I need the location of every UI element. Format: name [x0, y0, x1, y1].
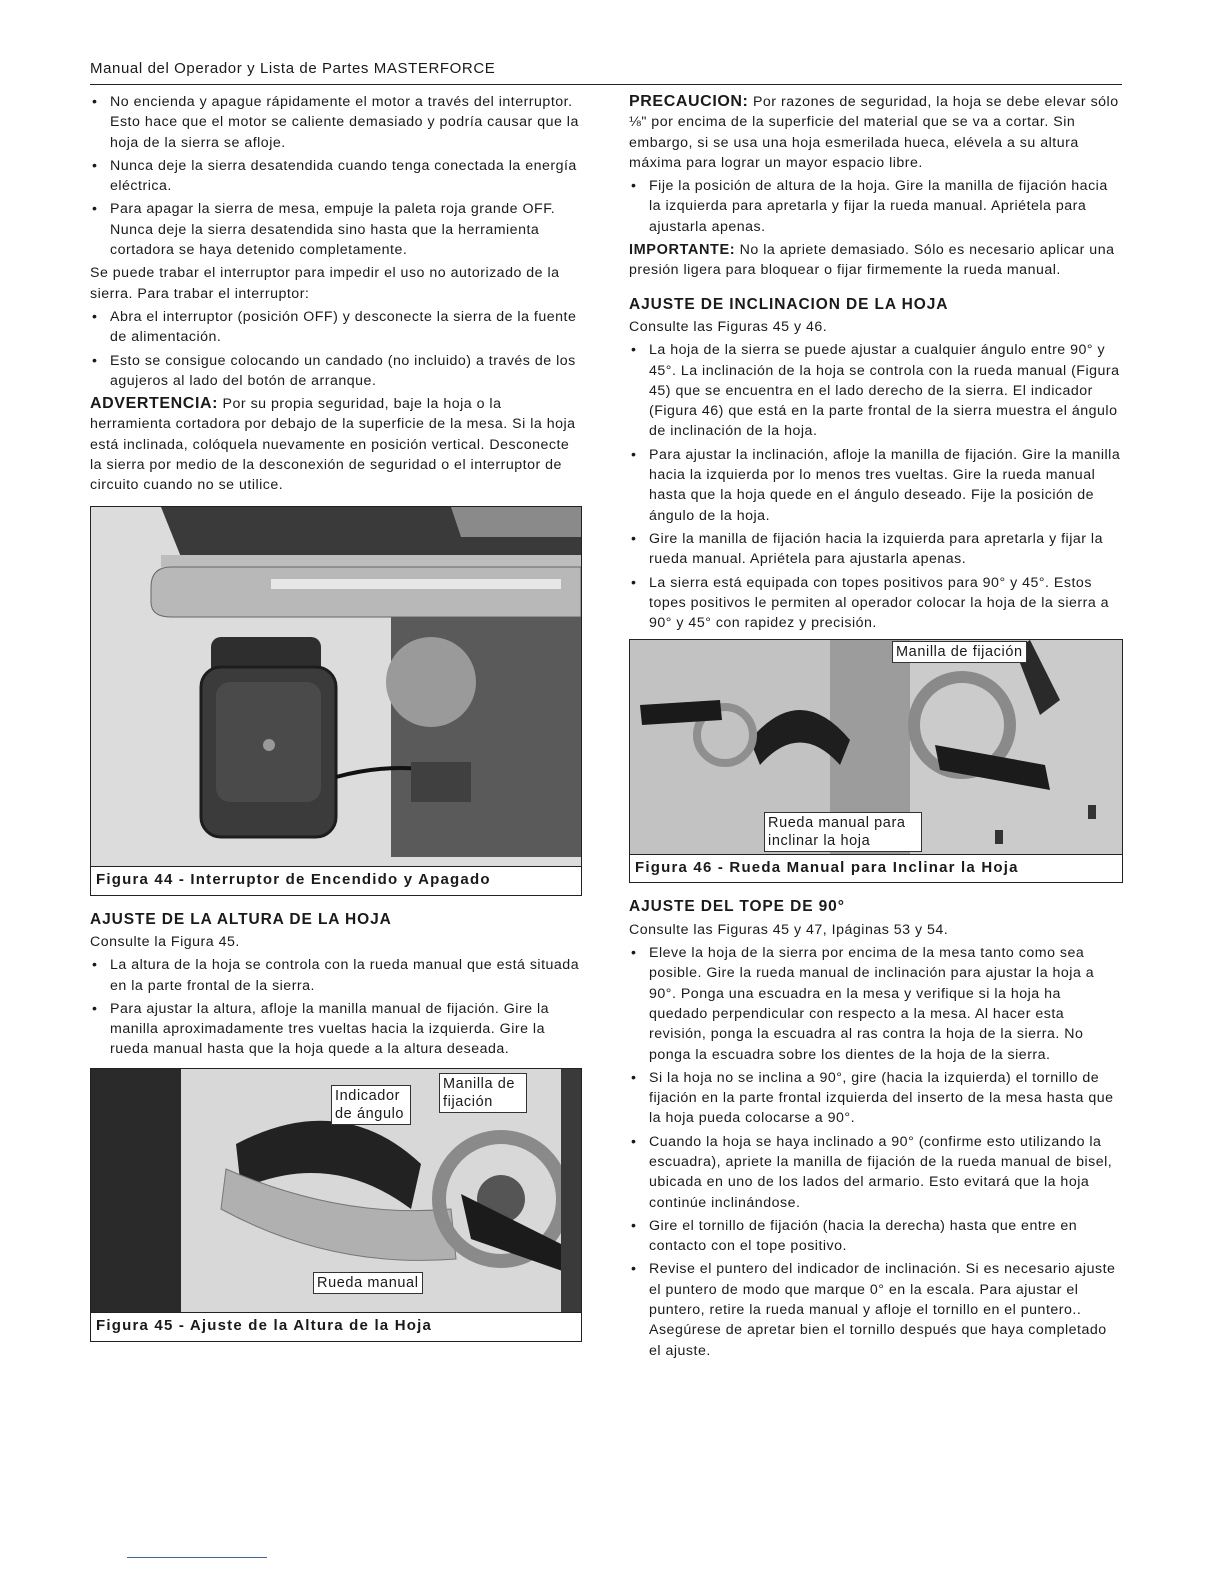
figure-44-caption: Figura 44 - Interruptor de Encendido y Apagado — [91, 866, 581, 894]
height-ref: Consulte la Figura 45. — [90, 933, 240, 950]
callout-handwheel: Rueda manual — [313, 1272, 423, 1294]
list-item: • Fije la posición de altura de la hoja. Gire la manilla de fijación hacia la izquierda para apretarla y fijar la rueda manual. Apriétela para ajustarla apenas. — [629, 176, 1123, 237]
caution-paragraph — [629, 92, 1123, 173]
figure-45 — [90, 1068, 582, 1342]
figure-44 — [90, 506, 582, 896]
figure-45-caption: Figura 45 - Ajuste de la Altura de la Hoja — [91, 1312, 581, 1340]
stop-bullets — [629, 943, 1123, 1361]
warning-label: ADVERTENCIA: — [90, 395, 219, 413]
important-paragraph — [629, 240, 1123, 281]
important-text: No la apriete demasiado. Sólo es necesario aplicar una presión ligera para bloquear o fijar firmemente la rueda manual. — [629, 242, 1115, 279]
page-header-title: Manual del Operador y Lista de Partes MASTERFORCE — [90, 60, 496, 77]
height-bullets — [90, 955, 582, 1059]
warning-text: Por su propia seguridad, baje la hoja o la herramienta cortadora por debajo de la superficie de la mesa. Si la hoja está inclinada, colóquela nuevamente en posición vertical. Desconecte la sierra por medio de la desconexión de seguridad o el interruptor de circuito cuando no se utilice. — [90, 396, 576, 494]
height-heading: AJUSTE DE LA ALTURA DE LA HOJA — [90, 910, 392, 928]
list-item: • La altura de la hoja se controla con la rueda manual que está situada en la parte frontal de la sierra. — [90, 955, 582, 996]
lock-height-bullets — [629, 176, 1123, 237]
list-item: • Gire la manilla de fijación hacia la izquierda para apretarla y fijar la rueda manual. Apriétela para ajustarla apenas. — [629, 529, 1123, 570]
caution-label: PRECAUCION: — [629, 93, 749, 110]
warning-paragraph — [90, 394, 582, 495]
figure-46 — [629, 639, 1123, 883]
list-item: • No encienda y apague rápidamente el motor a través del interruptor. Esto hace que el motor se caliente demasiado y podría causar que la hoja de la sierra se afloje. — [90, 92, 582, 153]
list-item: • Revise el puntero del indicador de inclinación. Si es necesario ajuste el puntero de modo que marque 0° en la escala. Para ajustar el puntero, retire la rueda manual y afloje el tornillo en el puntero.. Asegúrese de apretar bien el tornillo después que haya completado el ajuste. — [629, 1259, 1123, 1360]
stop-heading: AJUSTE DEL TOPE DE 90° — [629, 898, 845, 916]
list-item: • Esto se consigue colocando un candado (no incluido) a través de los agujeros al lado del botón de arranque. — [90, 351, 582, 392]
bevel-heading: AJUSTE DE INCLINACION DE LA HOJA — [629, 295, 949, 313]
callout-lock-handle: Manilla de fijación — [439, 1073, 527, 1113]
list-item: • Para ajustar la inclinación, afloje la manilla de fijación. Gire la manilla hacia la izquierda por lo menos tres vueltas. Gire la rueda manual hasta que la hoja quede en el ángulo deseado. Fije la posición de ángulo de la hoja. — [629, 445, 1123, 526]
left-column — [90, 92, 582, 1352]
caution-text: Por razones de seguridad, la hoja se debe elevar sólo ⅛" por encima de la superficie del material que se va a cortar. Sin embargo, si se usa una hoja esmerilada hueca, elévela a su altura máxima para lograr un mayor espacio libre. — [629, 94, 1119, 171]
list-item: • Para apagar la sierra de mesa, empuje la paleta roja grande OFF. Nunca deje la sierra desatendida sino hasta que la herramienta cortadora se haya detenido completamente. — [90, 199, 582, 260]
list-item: • La sierra está equipada con topes positivos para 90° y 45°. Estos topes positivos le permiten al operador colocar la hoja de la sierra a 90° y 45° con rapidez y precisión. — [629, 573, 1123, 634]
list-item: • Eleve la hoja de la sierra por encima de la mesa tanto como sea posible. Gire la rueda manual de inclinación para ajustar la hoja a 90°. Ponga una escuadra en la mesa y verifique si la hoja ha quedado perpendicular con respecto a la mesa. Al hacer esta revisión, ponga la escuadra al ras contra la hoja de la sierra. No ponga la escuadra sobre los dientes de la hoja de la sierra. — [629, 943, 1123, 1065]
important-label: IMPORTANTE: — [629, 242, 736, 259]
footer-rule — [127, 1557, 267, 1558]
list-item: • Gire el tornillo de fijación (hacia la derecha) hasta que entre en contacto con el tope positivo. — [629, 1216, 1123, 1257]
list-item: • Si la hoja no se inclina a 90°, gire (hacia la izquierda) el tornillo de fijación en la parte frontal izquierda del inserto de la mesa hasta que la hoja pueda colocarse a 90°. — [629, 1068, 1123, 1129]
list-item: • Cuando la hoja se haya inclinado a 90° (confirme esto utilizando la escuadra), apriete la manilla de fijación de la rueda manual de bisel, ubicada en uno de los lados del armario. Esto evitará que la hoja continúe inclinándose. — [629, 1132, 1123, 1213]
right-column — [629, 92, 1123, 1364]
list-item: • La hoja de la sierra se puede ajustar a cualquier ángulo entre 90° y 45°. La inclinación de la hoja se controla con la rueda manual (Figura 45) que se encuentra en el lado derecho de la sierra. El indicador (Figura 46) que está en la parte frontal de la sierra muestra el ángulo de inclinación de la hoja. — [629, 340, 1123, 441]
callout-lock-handle: Manilla de fijación — [892, 641, 1027, 663]
page-header — [90, 60, 1122, 85]
callout-bevel-handwheel: Rueda manual para inclinar la hoja — [764, 812, 922, 852]
switch-bullets — [90, 92, 582, 260]
bevel-ref: Consulte las Figuras 45 y 46. — [629, 318, 828, 335]
figure-46-caption: Figura 46 - Rueda Manual para Inclinar la Hoja — [630, 854, 1122, 882]
stop-ref: Consulte las Figuras 45 y 47, Ipáginas 53 y 54. — [629, 921, 949, 938]
list-item: • Para ajustar la altura, afloje la manilla manual de fijación. Gire la manilla aproximadamente tres vueltas hacia la izquierda. Gire la rueda manual hasta que la hoja quede a la altura deseada. — [90, 999, 582, 1060]
list-item: • Abra el interruptor (posición OFF) y desconecte la sierra de la fuente de alimentación. — [90, 307, 582, 348]
figure-44-photo — [91, 507, 581, 895]
list-item: • Nunca deje la sierra desatendida cuando tenga conectada la energía eléctrica. — [90, 156, 582, 197]
lock-bullets — [90, 307, 582, 391]
lock-intro: Se puede trabar el interruptor para impedir el uso no autorizado de la sierra. Para trabar el interruptor: — [90, 265, 560, 302]
bevel-bullets — [629, 340, 1123, 633]
callout-angle-indicator: Indicador de ángulo — [331, 1085, 411, 1125]
